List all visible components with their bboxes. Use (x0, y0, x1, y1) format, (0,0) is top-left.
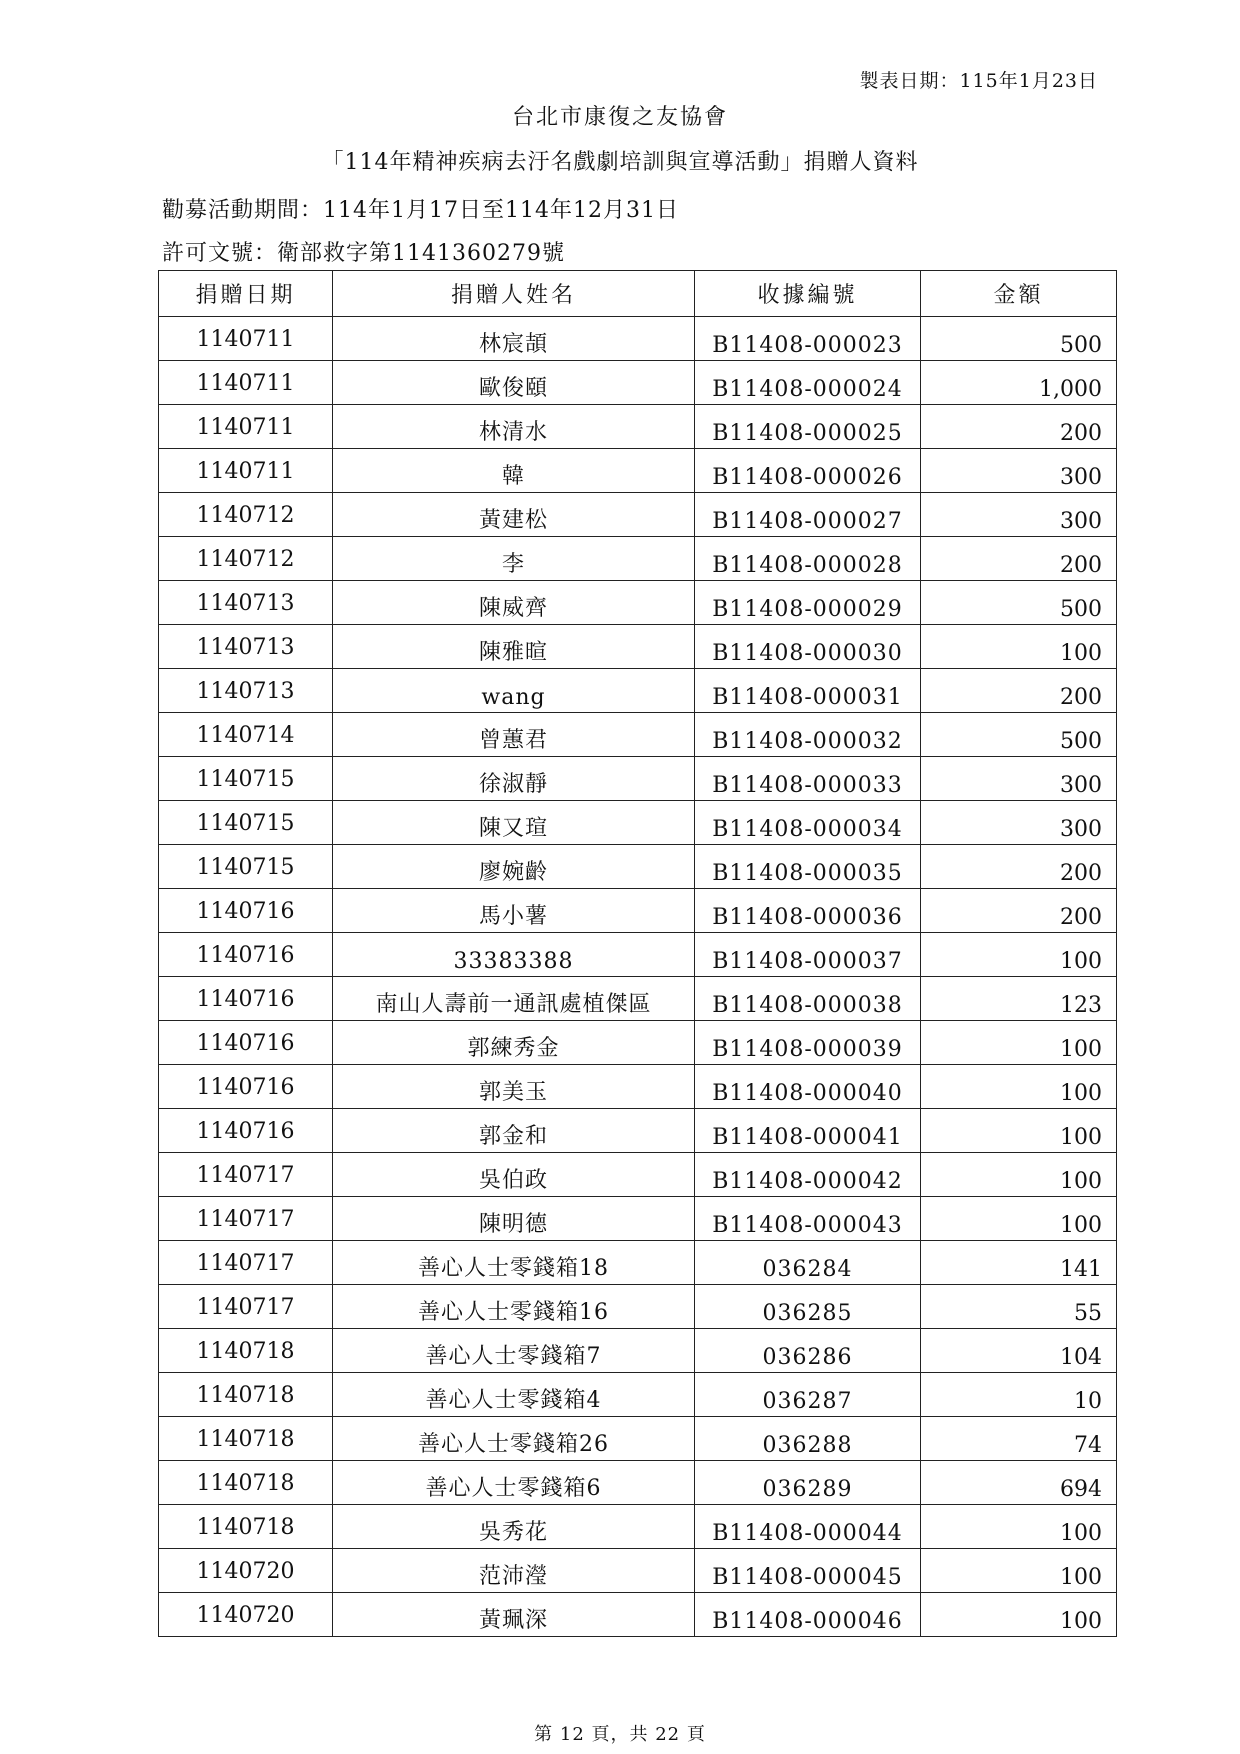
table-row (159, 669, 1117, 713)
table-row (159, 1109, 1117, 1153)
donor-name-cell: 善心人士零錢箱16 (333, 1285, 695, 1329)
donor-name-cell: 陳明德 (333, 1197, 695, 1241)
donor-name-cell: 林宸頡 (333, 317, 695, 361)
amount-cell: 123 (921, 977, 1117, 1021)
donation-date-cell: 1140713 (159, 625, 333, 669)
fundraising-period: 勸募活動期間：114年1月17日至114年12月31日 (162, 198, 679, 223)
receipt-number-cell: B11408-000024 (695, 361, 921, 405)
table-row (159, 317, 1117, 361)
amount-cell: 10 (921, 1373, 1117, 1417)
receipt-number-cell: 036289 (695, 1461, 921, 1505)
table-row (159, 493, 1117, 537)
table-row (159, 757, 1117, 801)
table-row (159, 625, 1117, 669)
donation-date-cell: 1140717 (159, 1197, 333, 1241)
donor-table-body (159, 317, 1117, 1637)
donation-date-cell: 1140720 (159, 1593, 333, 1637)
amount-cell: 100 (921, 625, 1117, 669)
donor-name-cell: 郭美玉 (333, 1065, 695, 1109)
donor-name-cell: 李 (333, 537, 695, 581)
donation-date-cell: 1140711 (159, 361, 333, 405)
donor-name-cell: 馬小薯 (333, 889, 695, 933)
donation-date-cell: 1140718 (159, 1329, 333, 1373)
table-row (159, 1593, 1117, 1637)
amount-cell: 200 (921, 889, 1117, 933)
donor-name-cell: 善心人士零錢箱26 (333, 1417, 695, 1461)
donor-name-cell: 郭練秀金 (333, 1021, 695, 1065)
report-title: 「114年精神疾病去汙名戲劇培訓與宣導活動」捐贈人資料 (321, 150, 919, 175)
amount-cell: 200 (921, 405, 1117, 449)
donation-date-cell: 1140720 (159, 1549, 333, 1593)
column-header-amount: 金額 (921, 271, 1117, 317)
donor-name-cell: 33383388 (333, 933, 695, 977)
amount-cell: 500 (921, 581, 1117, 625)
table-row (159, 1153, 1117, 1197)
table-row (159, 361, 1117, 405)
table-row (159, 889, 1117, 933)
donation-date-cell: 1140712 (159, 537, 333, 581)
amount-cell: 100 (921, 1549, 1117, 1593)
amount-cell: 300 (921, 493, 1117, 537)
donation-date-cell: 1140714 (159, 713, 333, 757)
donor-name-cell: 廖婉齡 (333, 845, 695, 889)
amount-cell: 100 (921, 1065, 1117, 1109)
amount-cell: 100 (921, 1505, 1117, 1549)
receipt-number-cell: B11408-000040 (695, 1065, 921, 1109)
donation-date-cell: 1140716 (159, 1109, 333, 1153)
donation-date-cell: 1140711 (159, 405, 333, 449)
column-header-date: 捐贈日期 (159, 271, 333, 317)
column-header-receipt-number: 收據編號 (695, 271, 921, 317)
table-row (159, 1373, 1117, 1417)
table-row (159, 1197, 1117, 1241)
donor-name-cell: 曾蕙君 (333, 713, 695, 757)
donor-name-cell: 黃建松 (333, 493, 695, 537)
amount-cell: 200 (921, 845, 1117, 889)
receipt-number-cell: 036287 (695, 1373, 921, 1417)
table-row (159, 801, 1117, 845)
donor-name-cell: 南山人壽前一通訊處植傑區 (333, 977, 695, 1021)
amount-cell: 500 (921, 713, 1117, 757)
donor-name-cell: 韓 (333, 449, 695, 493)
donation-date-cell: 1140711 (159, 449, 333, 493)
amount-cell: 141 (921, 1241, 1117, 1285)
table-row (159, 845, 1117, 889)
receipt-number-cell: B11408-000023 (695, 317, 921, 361)
donor-name-cell: 陳威齊 (333, 581, 695, 625)
donation-date-cell: 1140716 (159, 889, 333, 933)
donation-date-cell: 1140715 (159, 757, 333, 801)
donation-date-cell: 1140718 (159, 1505, 333, 1549)
donor-name-cell: 林清水 (333, 405, 695, 449)
table-row (159, 1329, 1117, 1373)
donation-date-cell: 1140716 (159, 1021, 333, 1065)
made-date: 製表日期：115年1月23日 (859, 70, 1098, 92)
receipt-number-cell: 036286 (695, 1329, 921, 1373)
table-row (159, 1461, 1117, 1505)
table-row (159, 1065, 1117, 1109)
table-row (159, 405, 1117, 449)
receipt-number-cell: B11408-000038 (695, 977, 921, 1021)
column-header-donor-name: 捐贈人姓名 (333, 271, 695, 317)
donation-date-cell: 1140712 (159, 493, 333, 537)
donation-date-cell: 1140711 (159, 317, 333, 361)
amount-cell: 500 (921, 317, 1117, 361)
amount-cell: 694 (921, 1461, 1117, 1505)
table-row (159, 1549, 1117, 1593)
donation-date-cell: 1140717 (159, 1153, 333, 1197)
receipt-number-cell: B11408-000045 (695, 1549, 921, 1593)
donation-date-cell: 1140716 (159, 977, 333, 1021)
donation-date-cell: 1140713 (159, 669, 333, 713)
donor-name-cell: 黃珮深 (333, 1593, 695, 1637)
donor-name-cell: 郭金和 (333, 1109, 695, 1153)
receipt-number-cell: B11408-000042 (695, 1153, 921, 1197)
donor-name-cell: 徐淑靜 (333, 757, 695, 801)
donor-table (158, 270, 1117, 1637)
organization-title: 台北市康復之友協會 (511, 105, 728, 130)
receipt-number-cell: B11408-000036 (695, 889, 921, 933)
donor-name-cell: 吳伯政 (333, 1153, 695, 1197)
receipt-number-cell: B11408-000031 (695, 669, 921, 713)
receipt-number-cell: B11408-000027 (695, 493, 921, 537)
receipt-number-cell: B11408-000034 (695, 801, 921, 845)
receipt-number-cell: 036285 (695, 1285, 921, 1329)
donation-date-cell: 1140716 (159, 933, 333, 977)
donor-name-cell: 范沛瀅 (333, 1549, 695, 1593)
receipt-number-cell: B11408-000033 (695, 757, 921, 801)
donation-date-cell: 1140717 (159, 1241, 333, 1285)
table-row (159, 713, 1117, 757)
amount-cell: 100 (921, 1593, 1117, 1637)
receipt-number-cell: B11408-000032 (695, 713, 921, 757)
amount-cell: 100 (921, 1197, 1117, 1241)
amount-cell: 100 (921, 933, 1117, 977)
receipt-number-cell: B11408-000029 (695, 581, 921, 625)
table-row (159, 537, 1117, 581)
receipt-number-cell: B11408-000026 (695, 449, 921, 493)
amount-cell: 74 (921, 1417, 1117, 1461)
receipt-number-cell: B11408-000030 (695, 625, 921, 669)
table-row (159, 449, 1117, 493)
table-row (159, 1505, 1117, 1549)
receipt-number-cell: B11408-000025 (695, 405, 921, 449)
receipt-number-cell: B11408-000046 (695, 1593, 921, 1637)
amount-cell: 300 (921, 757, 1117, 801)
table-row (159, 1021, 1117, 1065)
donor-name-cell: wang (333, 669, 695, 713)
amount-cell: 1,000 (921, 361, 1117, 405)
donation-date-cell: 1140715 (159, 845, 333, 889)
donor-name-cell: 善心人士零錢箱18 (333, 1241, 695, 1285)
table-row (159, 933, 1117, 977)
table-header-row (159, 271, 1117, 317)
receipt-number-cell: B11408-000035 (695, 845, 921, 889)
donation-date-cell: 1140715 (159, 801, 333, 845)
amount-cell: 300 (921, 801, 1117, 845)
receipt-number-cell: B11408-000037 (695, 933, 921, 977)
receipt-number-cell: B11408-000044 (695, 1505, 921, 1549)
amount-cell: 300 (921, 449, 1117, 493)
amount-cell: 200 (921, 669, 1117, 713)
table-row (159, 1417, 1117, 1461)
donation-date-cell: 1140713 (159, 581, 333, 625)
permit-number: 許可文號：衛部救字第1141360279號 (162, 241, 565, 266)
donation-date-cell: 1140717 (159, 1285, 333, 1329)
donation-date-cell: 1140718 (159, 1417, 333, 1461)
receipt-number-cell: B11408-000043 (695, 1197, 921, 1241)
receipt-number-cell: 036288 (695, 1417, 921, 1461)
amount-cell: 100 (921, 1021, 1117, 1065)
page-number: 第 12 頁，共 22 頁 (534, 1724, 706, 1745)
amount-cell: 100 (921, 1153, 1117, 1197)
amount-cell: 55 (921, 1285, 1117, 1329)
receipt-number-cell: B11408-000041 (695, 1109, 921, 1153)
table-row (159, 977, 1117, 1021)
donor-name-cell: 善心人士零錢箱4 (333, 1373, 695, 1417)
donor-name-cell: 陳雅暄 (333, 625, 695, 669)
receipt-number-cell: B11408-000028 (695, 537, 921, 581)
table-row (159, 1285, 1117, 1329)
receipt-number-cell: B11408-000039 (695, 1021, 921, 1065)
amount-cell: 104 (921, 1329, 1117, 1373)
receipt-number-cell: 036284 (695, 1241, 921, 1285)
amount-cell: 200 (921, 537, 1117, 581)
amount-cell: 100 (921, 1109, 1117, 1153)
donor-name-cell: 善心人士零錢箱7 (333, 1329, 695, 1373)
table-row (159, 581, 1117, 625)
donor-name-cell: 歐俊頤 (333, 361, 695, 405)
donor-name-cell: 吳秀花 (333, 1505, 695, 1549)
donation-date-cell: 1140718 (159, 1373, 333, 1417)
donor-name-cell: 陳又瑄 (333, 801, 695, 845)
donation-date-cell: 1140716 (159, 1065, 333, 1109)
donation-date-cell: 1140718 (159, 1461, 333, 1505)
donor-name-cell: 善心人士零錢箱6 (333, 1461, 695, 1505)
table-row (159, 1241, 1117, 1285)
